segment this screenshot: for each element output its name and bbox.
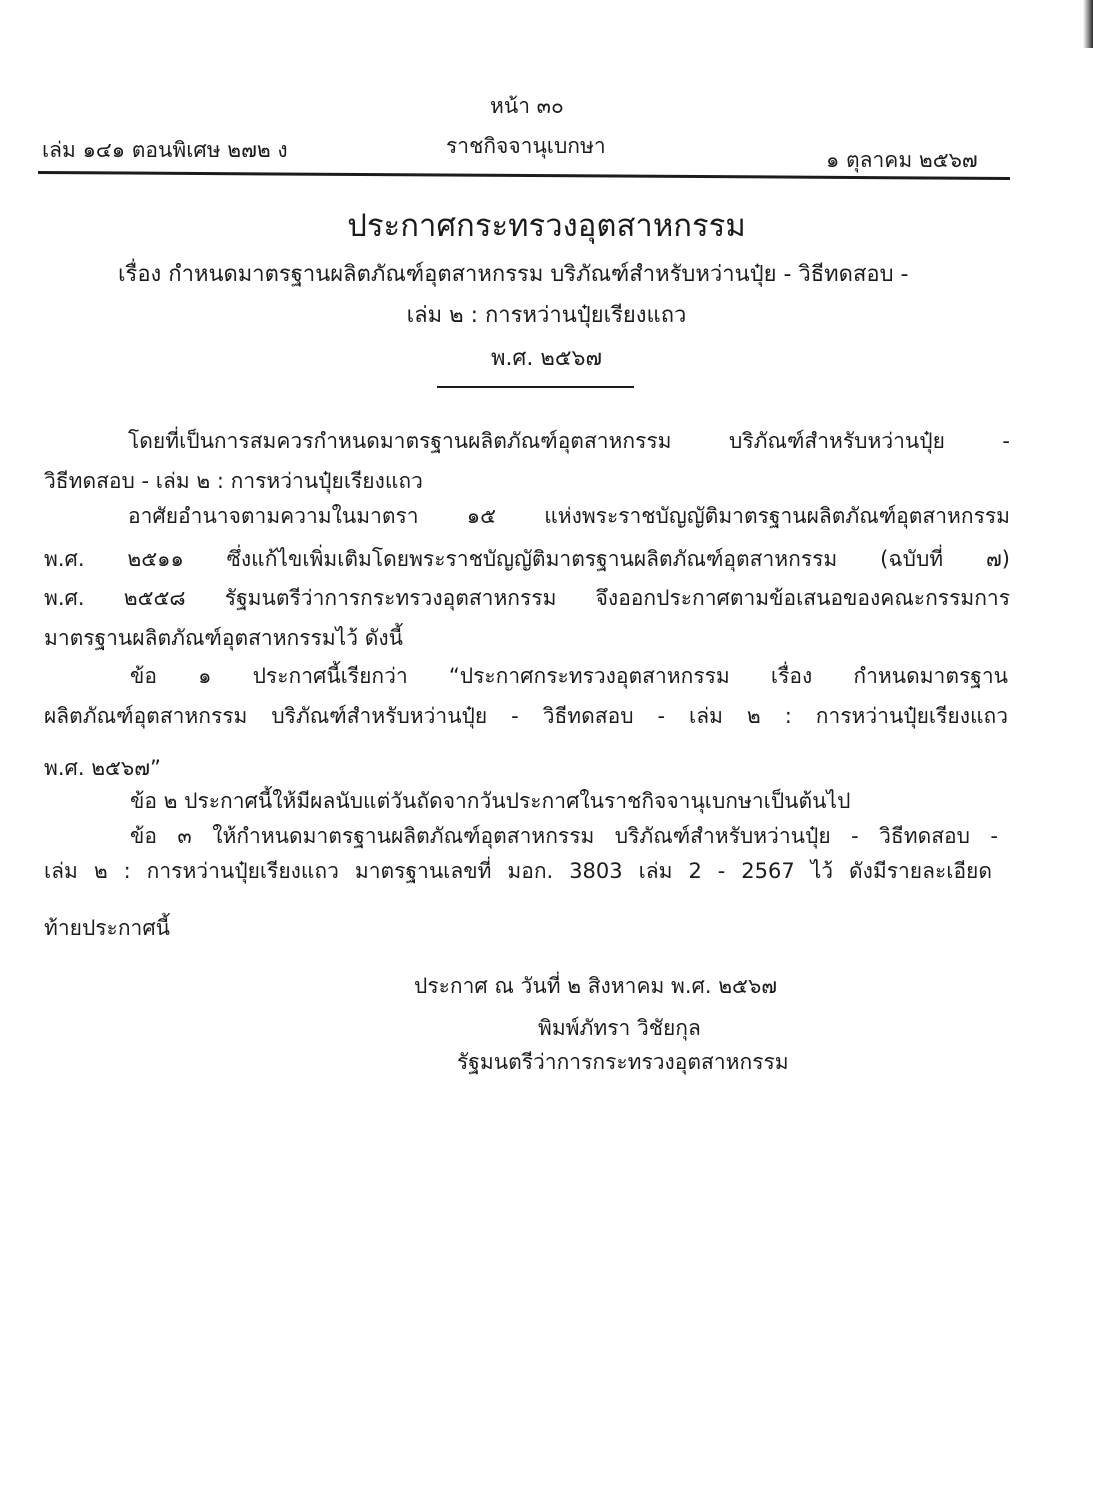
announcement-title: ประกาศกระทรวงอุตสาหกรรม — [347, 208, 746, 244]
body-line: อาศัยอำนาจตามความในมาตรา ๑๕ แห่งพระราชบัญญัติมาตรฐานผลิตภัณฑ์อุตสาหกรรม — [128, 504, 1010, 528]
body-line: โดยที่เป็นการสมควรกำหนดมาตรฐานผลิตภัณฑ์อุตสาหกรรม บริภัณฑ์สำหรับหว่านปุ๋ย - — [128, 429, 1010, 453]
page-number: หน้า ๓๐ — [490, 94, 564, 118]
signatory-name: พิมพ์ภัทรา วิชัยกุล — [538, 1016, 701, 1040]
body-line: ข้อ ๓ ให้กำหนดมาตรฐานผลิตภัณฑ์อุตสาหกรรม บริภัณฑ์สำหรับหว่านปุ๋ย - วิธีทดสอบ - — [130, 824, 998, 848]
body-line: เล่ม ๒ : การหว่านปุ๋ยเรียงแถว มาตรฐานเลขที่ มอก. 3803 เล่ม 2 - 2567 ไว้ ดังมีรายละเอียด — [44, 859, 992, 883]
scan-edge-shadow — [1083, 0, 1093, 48]
gazette-date: ๑ ตุลาคม ๒๕๖๗ — [826, 148, 978, 172]
body-line: วิธีทดสอบ - เล่ม ๒ : การหว่านปุ๋ยเรียงแถว — [44, 469, 423, 493]
body-line: ท้ายประกาศนี้ — [44, 916, 171, 940]
announcement-year: พ.ศ. ๒๕๖๗ — [490, 346, 603, 371]
title-divider — [437, 386, 634, 388]
gazette-name: ราชกิจจานุเบกษา — [446, 134, 606, 158]
body-line: พ.ศ. ๒๕๑๑ ซึ่งแก้ไขเพิ่มเติมโดยพระราชบัญญัติมาตรฐานผลิตภัณฑ์อุตสาหกรรม (ฉบับที่ ๗) — [44, 547, 1010, 571]
signatory-position: รัฐมนตรีว่าการกระทรวงอุตสาหกรรม — [457, 1050, 789, 1074]
body-line: มาตรฐานผลิตภัณฑ์อุตสาหกรรมไว้ ดังนี้ — [44, 626, 403, 650]
announcement-subject-line2: เล่ม ๒ : การหว่านปุ๋ยเรียงแถว — [406, 303, 687, 328]
gazette-volume: เล่ม ๑๔๑ ตอนพิเศษ ๒๗๒ ง — [42, 138, 288, 162]
announcement-subject-line1: เรื่อง กำหนดมาตรฐานผลิตภัณฑ์อุตสาหกรรม บริภัณฑ์สำหรับหว่านปุ๋ย - วิธีทดสอบ - — [118, 262, 909, 287]
signature-date: ประกาศ ณ วันที่ ๒ สิงหาคม พ.ศ. ๒๕๖๗ — [414, 974, 778, 998]
body-line: พ.ศ. ๒๕๕๘ รัฐมนตรีว่าการกระทรวงอุตสาหกรรม จึงออกประกาศตามข้อเสนอของคณะกรรมการ — [44, 586, 1010, 610]
body-line: ข้อ ๑ ประกาศนี้เรียกว่า “ประกาศกระทรวงอุตสาหกรรม เรื่อง กำหนดมาตรฐาน — [130, 664, 1008, 688]
body-line: พ.ศ. ๒๕๖๗” — [44, 756, 161, 780]
body-line: ผลิตภัณฑ์อุตสาหกรรม บริภัณฑ์สำหรับหว่านปุ๋ย - วิธีทดสอบ - เล่ม ๒ : การหว่านปุ๋ยเรียงแถว — [44, 704, 1008, 728]
body-line: ข้อ ๒ ประกาศนี้ให้มีผลนับแต่วันถัดจากวันประกาศในราชกิจจานุเบกษาเป็นต้นไป — [130, 789, 851, 813]
